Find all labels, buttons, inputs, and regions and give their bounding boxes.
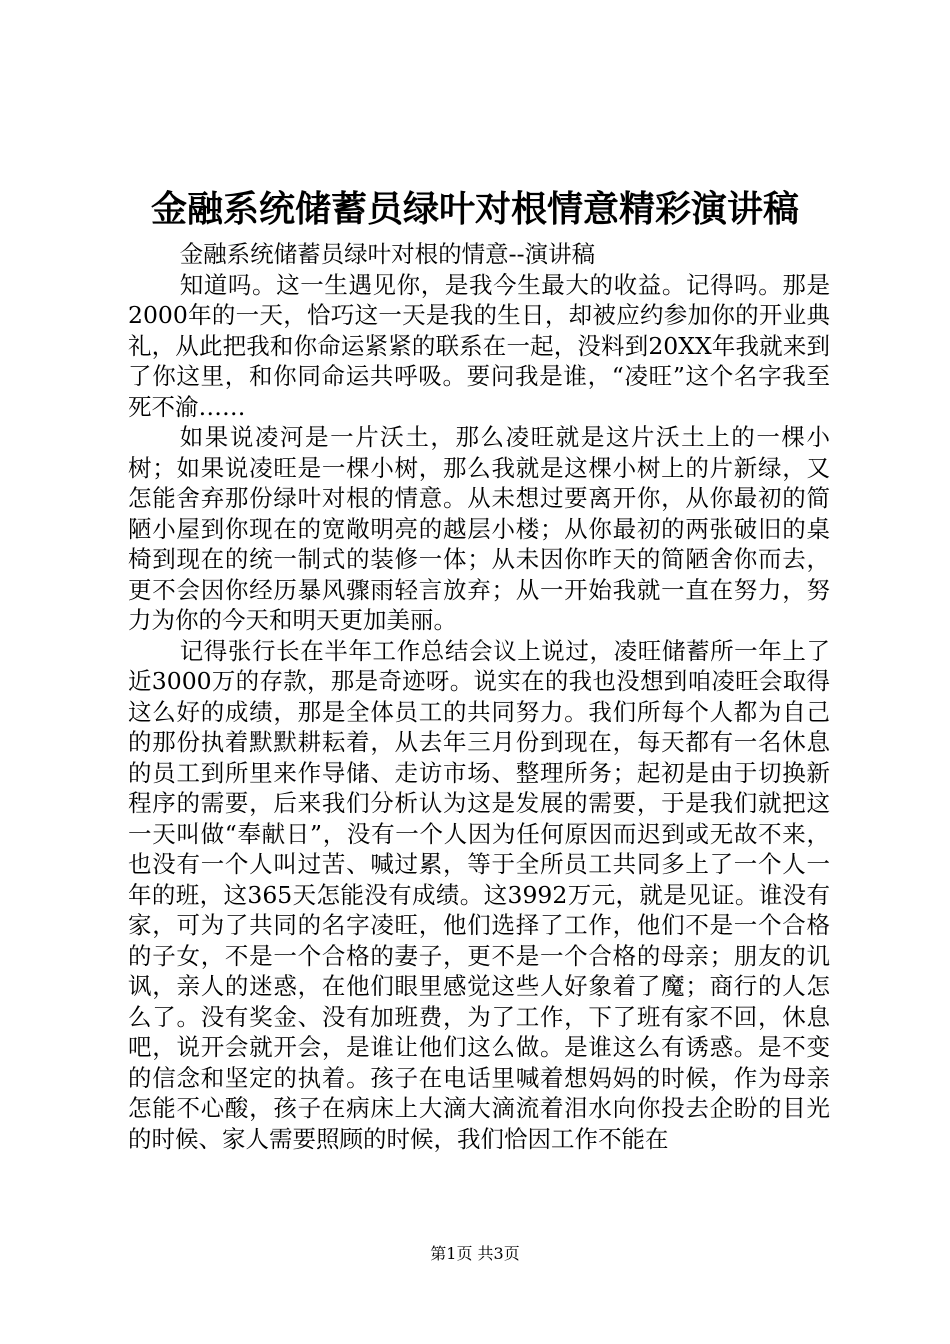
subtitle-paragraph: 金融系统储蓄员绿叶对根的情意--演讲稿 [179, 240, 596, 268]
body-paragraph: 知道吗。这一生遇见你，是我今生最大的收益。记得吗。那是2000年的一天，恰巧这一天是我的生日，却被应约参加你的开业典礼，从此把我和你命运紧紧的联系在一起，没料到20XX年我就来到了你这里，和你同命运共呼吸。要问我是谁，“凌旺”这个名字我至死不渝…… [128, 270, 830, 421]
document-body [128, 239, 830, 1154]
document-title: 金融系统储蓄员绿叶对根情意精彩演讲稿 [150, 188, 799, 230]
page-number-footer: 第1页 共3页 [430, 1244, 520, 1263]
body-paragraph: 如果说凌河是一片沃土，那么凌旺就是这片沃土上的一棵小树；如果说凌旺是一棵小树，那么我就是这棵小树上的片新绿，又怎能舍弃那份绿叶对根的情意。从未想过要离开你，从你最初的简陋小屋到你现在的宽敞明亮的越层小楼；从你最初的两张破旧的桌椅到现在的统一制式的装修一体；从未因你昨天的简陋舍你而去，更不会因你经历暴风骤雨轻言放弃；从一开始我就一直在努力，努力为你的今天和明天更加美丽。 [128, 423, 830, 634]
body-paragraph: 记得张行长在半年工作总结会议上说过，凌旺储蓄所一年上了近3000万的存款，那是奇迹呀。说实在的我也没想到咱凌旺会取得这么好的成绩，那是全体员工的共同努力。我们所每个人都为自己的那份执着默默耕耘着，从去年三月份到现在，每天都有一名休息的员工到所里来作导储、走访市场、整理所务；起初是由于切换新程序的需要，后来我们分析认为这是发展的需要，于是我们就把这一天叫做“奉献日”，没有一个人因为任何原因而迟到或无故不来，也没有一个人叫过苦、喊过累，等于全所员工共同多上了一个人一年的班，这365天怎能没有成绩。这3992万元，就是见证。谁没有家，可为了共同的名字凌旺，他们选择了工作，他们不是一个合格的子女，不是一个合格的妻子，更不是一个合格的母亲；朋友的讥讽，亲人的迷惑，在他们眼里感觉这些人好象着了魔；商行的人怎么了。没有奖金、没有加班费，为了工作，下了班有家不回，休息吧，说开会就开会，是谁让他们这么做。是谁这么有诱惑。是不变的信念和坚定的执着。孩子在电话里喊着想妈妈的时候，作为母亲怎能不心酸，孩子在病床上大滴大滴流着泪水向你投去企盼的目光的时候、家人需要照顾的时候，我们恰因工作不能在 [128, 636, 830, 1153]
